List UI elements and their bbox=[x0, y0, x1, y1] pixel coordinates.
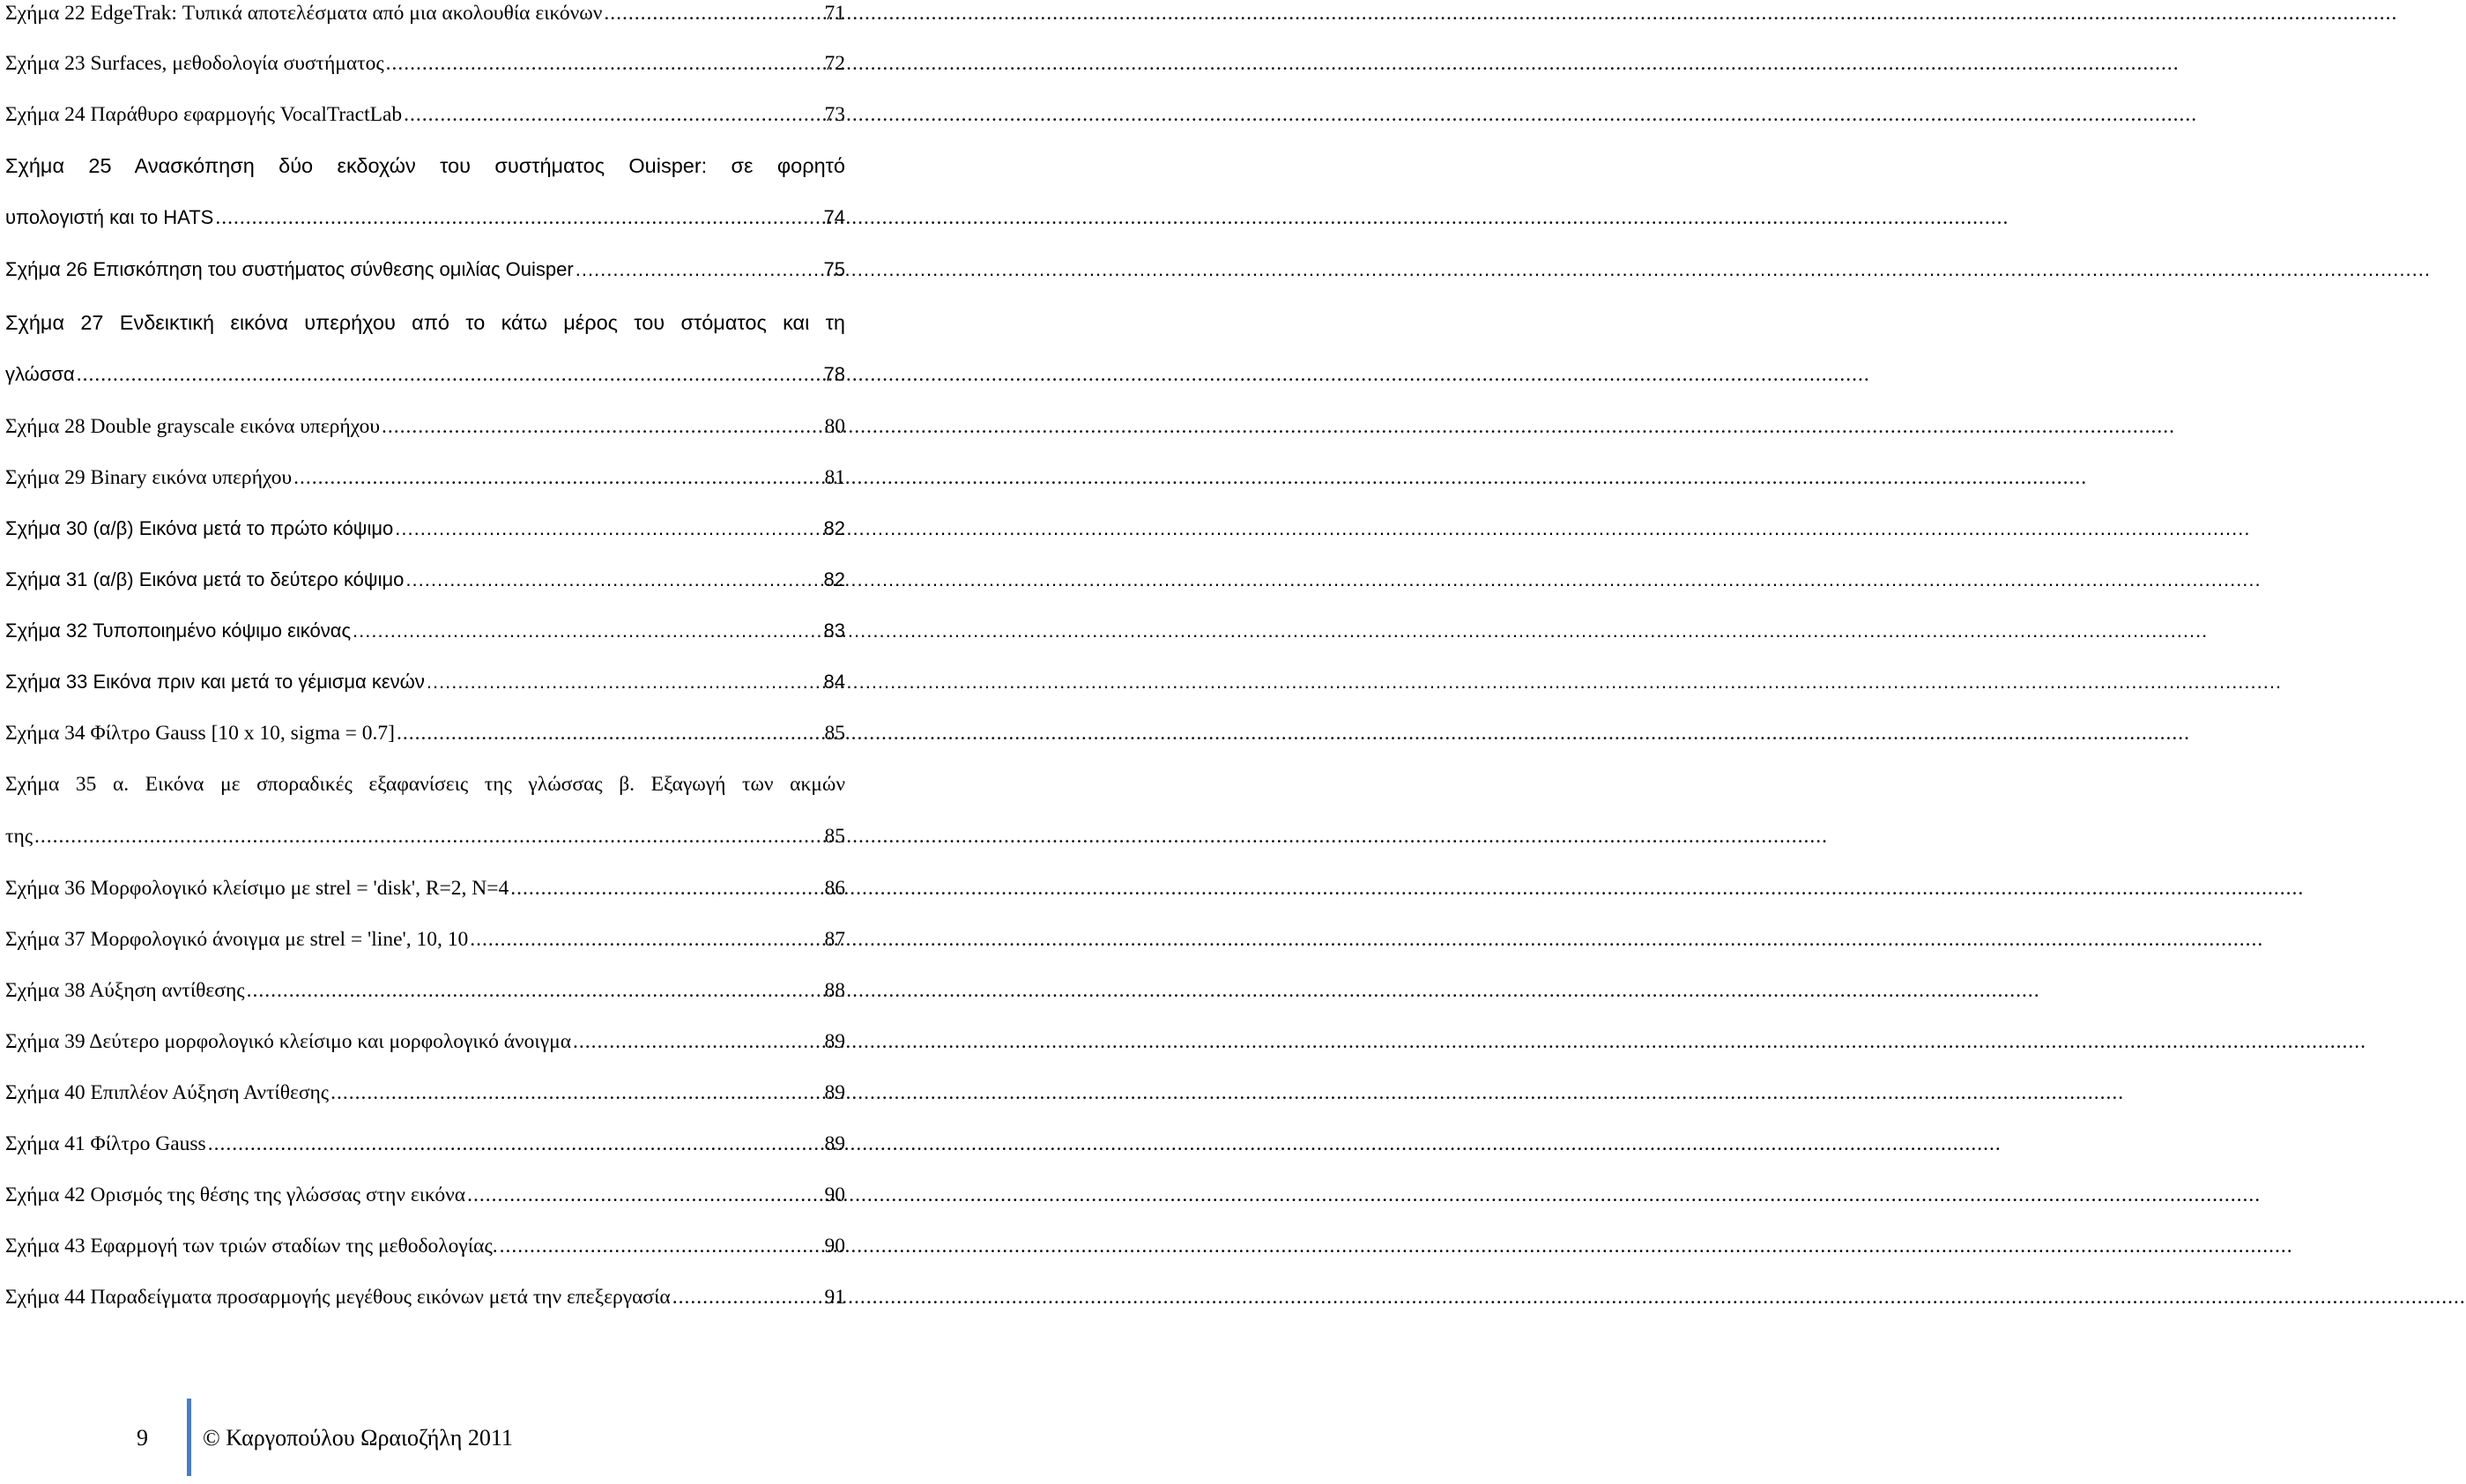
toc-entry-page: 82 bbox=[823, 568, 845, 590]
toc-entry[interactable] bbox=[5, 875, 845, 926]
toc-entry-line2 bbox=[5, 823, 845, 875]
toc-entry-page: 71 bbox=[824, 2, 845, 25]
dot-leader bbox=[382, 413, 823, 440]
dot-leader bbox=[467, 1182, 822, 1208]
toc-entry[interactable] bbox=[5, 1182, 845, 1233]
toc-entry[interactable] bbox=[5, 771, 845, 875]
toc-entry[interactable] bbox=[5, 618, 845, 669]
toc-entry-label: Σχήμα 41 Φίλτρο Gauss bbox=[5, 1132, 206, 1155]
toc-entry[interactable] bbox=[5, 567, 845, 618]
toc-entry-page: 73 bbox=[824, 103, 845, 126]
toc-entry-label: Σχήμα 43 Εφαρμογή των τριών σταδίων της μεθοδολογίας. bbox=[5, 1235, 498, 1258]
page-number: 9 bbox=[137, 1425, 148, 1451]
toc-entry-page: 86 bbox=[824, 877, 845, 900]
table-of-figures bbox=[5, 0, 845, 1335]
dot-leader bbox=[510, 875, 822, 902]
toc-entry-label: Σχήμα 32 Τυποποιημένο κόψιμο εικόνας bbox=[5, 620, 352, 642]
dot-leader bbox=[397, 720, 823, 746]
toc-entry-page: 85 bbox=[824, 825, 845, 848]
toc-entry-line2 bbox=[5, 204, 845, 256]
toc-entry[interactable] bbox=[5, 464, 845, 516]
toc-entry[interactable] bbox=[5, 669, 845, 720]
toc-entry[interactable] bbox=[5, 256, 845, 309]
toc-entry-page: 78 bbox=[823, 363, 845, 385]
toc-entry-page: 91 bbox=[824, 1286, 845, 1309]
toc-entry[interactable] bbox=[5, 516, 845, 567]
toc-entry-page: 90 bbox=[824, 1183, 845, 1206]
toc-entry-page: 75 bbox=[823, 258, 845, 280]
toc-entry-label: Σχήμα 33 Εικόνα πριν και μετά το γέμισμα κενών bbox=[5, 671, 425, 693]
toc-entry-line2 bbox=[5, 361, 845, 413]
toc-entry-label: Σχήμα 24 Παράθυρο εφαρμογής VocalTractLab bbox=[5, 103, 403, 126]
toc-entry-page: 85 bbox=[824, 722, 845, 745]
toc-entry[interactable] bbox=[5, 1284, 845, 1335]
toc-entry-page: 81 bbox=[824, 466, 845, 489]
toc-entry-label: Σχήμα 40 Επιπλέον Αύξηση Αντίθεσης bbox=[5, 1081, 330, 1104]
footer-divider bbox=[187, 1399, 191, 1476]
toc-entry-label: Σχήμα 26 Επισκόπηση του συστήματος σύνθεσης ομιλίας Ouisper bbox=[5, 258, 574, 280]
toc-entry[interactable] bbox=[5, 0, 845, 50]
dot-leader bbox=[672, 1284, 823, 1310]
toc-entry-page: 72 bbox=[824, 52, 845, 75]
dot-leader bbox=[386, 50, 823, 77]
toc-entry-page: 83 bbox=[823, 620, 845, 642]
toc-entry-label: Σχήμα 44 Παραδείγματα προσαρμογής μεγέθους εικόνων μετά την επεξεργασία bbox=[5, 1286, 671, 1309]
toc-entry-label: Σχήμα 29 Binary εικόνα υπερήχου bbox=[5, 466, 293, 489]
toc-entry-label: Σχήμα 23 Surfaces, μεθοδολογία συστήματος bbox=[5, 52, 384, 75]
toc-entry-label: Σχήμα 37 Μορφολογικό άνοιγμα με strel = 'line', 10, 10 bbox=[5, 928, 469, 951]
dot-leader bbox=[34, 823, 822, 850]
toc-entry[interactable] bbox=[5, 1080, 845, 1131]
document-page bbox=[0, 0, 846, 1484]
toc-entry[interactable] bbox=[5, 309, 845, 413]
dot-leader bbox=[293, 464, 822, 491]
toc-entry-page: 82 bbox=[823, 517, 845, 539]
toc-entry-page: 87 bbox=[824, 928, 845, 951]
toc-entry-page: 90 bbox=[824, 1235, 845, 1258]
toc-entry[interactable] bbox=[5, 926, 845, 977]
dot-leader bbox=[405, 567, 821, 593]
dot-leader bbox=[353, 618, 821, 644]
toc-entry[interactable] bbox=[5, 101, 845, 152]
dot-leader bbox=[247, 977, 823, 1004]
toc-entry-label-line1: Σχήμα 35 α. Εικόνα με σποραδικές εξαφανίσεις της γλώσσας β. Εξαγωγή των ακμών bbox=[5, 773, 845, 796]
dot-leader bbox=[573, 1028, 822, 1055]
dot-leader bbox=[427, 669, 822, 695]
toc-entry-label-line1: Σχήμα 27 Ενδεικτική εικόνα υπερήχου από το κάτω μέρος του στόματος και τη bbox=[5, 311, 845, 334]
toc-entry-label: Σχήμα 22 EdgeTrak: Τυπικά αποτελέσματα από μια ακολουθία εικόνων bbox=[5, 2, 603, 25]
toc-entry-page: 89 bbox=[824, 1081, 845, 1104]
toc-entry-label: υπολογιστή και το HATS bbox=[5, 206, 214, 228]
toc-entry[interactable] bbox=[5, 1233, 845, 1284]
toc-entry[interactable] bbox=[5, 413, 845, 464]
toc-entry-label: Σχήμα 31 (α/β) Εικόνα μετά το δεύτερο κόψιμο bbox=[5, 568, 405, 590]
toc-entry[interactable] bbox=[5, 50, 845, 101]
dot-leader bbox=[215, 204, 821, 231]
dot-leader bbox=[576, 256, 822, 283]
dot-leader bbox=[500, 1233, 823, 1259]
copyright-text: © Καργοπούλου Ωραιοζήλη 2011 bbox=[203, 1425, 513, 1451]
toc-entry-label: Σχήμα 28 Double grayscale εικόνα υπερήχου bbox=[5, 415, 380, 438]
page-footer bbox=[0, 1397, 846, 1476]
toc-entry-label: γλώσσα bbox=[5, 363, 75, 385]
dot-leader bbox=[395, 516, 821, 542]
toc-entry-label: Σχήμα 42 Ορισμός της θέσης της γλώσσας στην εικόνα bbox=[5, 1183, 466, 1206]
toc-entry-page: 89 bbox=[824, 1030, 845, 1053]
toc-entry-page: 84 bbox=[823, 671, 845, 693]
dot-leader bbox=[604, 0, 822, 26]
toc-entry-label: Σχήμα 34 Φίλτρο Gauss [10 x 10, sigma = 0.7] bbox=[5, 722, 395, 745]
toc-entry-page: 80 bbox=[824, 415, 845, 438]
toc-entry-page: 74 bbox=[823, 206, 845, 228]
toc-entry-label: Σχήμα 39 Δεύτερο μορφολογικό κλείσιμο και μορφολογικό άνοιγμα bbox=[5, 1030, 572, 1053]
toc-entry[interactable] bbox=[5, 977, 845, 1028]
toc-entry-label-line1: Σχήμα 25 Ανασκόπηση δύο εκδοχών του συστήματος Ouisper: σε φορητό bbox=[5, 154, 845, 177]
toc-entry-page: 89 bbox=[824, 1132, 845, 1155]
dot-leader bbox=[331, 1080, 822, 1106]
toc-entry-label: Σχήμα 36 Μορφολογικό κλείσιμο με strel = 'disk', R=2, N=4 bbox=[5, 877, 509, 900]
toc-entry-label: Σχήμα 30 (α/β) Εικόνα μετά το πρώτο κόψιμο bbox=[5, 517, 394, 539]
toc-entry-label: Σχήμα 38 Αύξηση αντίθεσης bbox=[5, 979, 245, 1002]
dot-leader bbox=[208, 1131, 823, 1157]
dot-leader bbox=[404, 101, 822, 128]
toc-entry[interactable] bbox=[5, 152, 845, 256]
toc-entry[interactable] bbox=[5, 720, 845, 771]
dot-leader bbox=[77, 361, 822, 388]
dot-leader bbox=[470, 926, 822, 953]
toc-entry[interactable] bbox=[5, 1131, 845, 1182]
toc-entry-page: 88 bbox=[824, 979, 845, 1002]
toc-entry[interactable] bbox=[5, 1028, 845, 1080]
toc-entry-label: της bbox=[5, 825, 33, 848]
